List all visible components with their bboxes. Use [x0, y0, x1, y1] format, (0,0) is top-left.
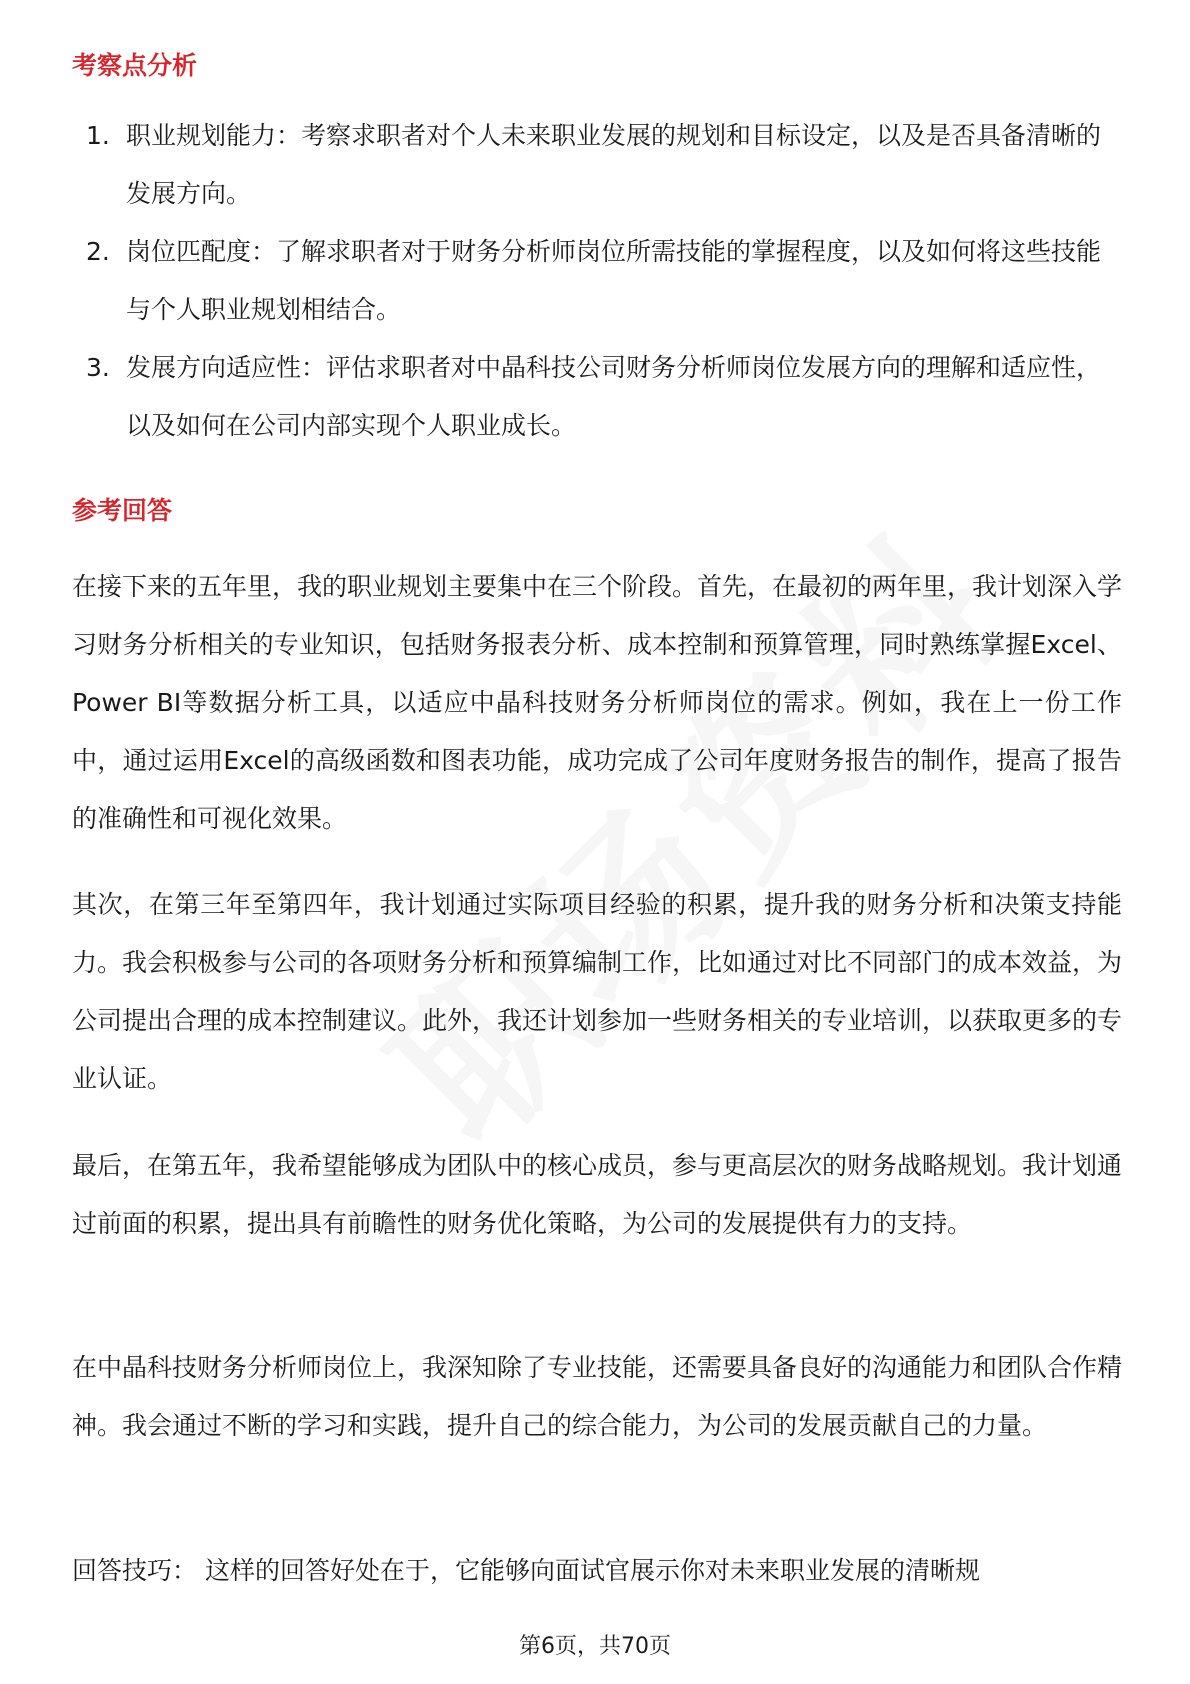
- answer-tips: 回答技巧： 这样的回答好处在于，它能够向面试官展示你对未来职业发展的清晰规: [72, 1556, 980, 1585]
- list-item-number: 1.: [86, 121, 110, 150]
- list-item: [72, 339, 1122, 455]
- answer-paragraph: 其次，在第三年至第四年，我计划通过实际项目经验的积累，提升我的财务分析和决策支持能力。我会积极参与公司的各项财务分析和预算编制工作，比如通过对比不同部门的成本效益，为公司提出合理的成本控制建议。此外，我还计划参加一些财务相关的专业培训，以获取更多的专业认证。: [72, 890, 1123, 1093]
- list-item-text: 岗位匹配度：了解求职者对于财务分析师岗位所需技能的掌握程度，以及如何将这些技能与个人职业规划相结合。: [126, 237, 1102, 324]
- answer-paragraph: 最后，在第五年，我希望能够成为团队中的核心成员，参与更高层次的财务战略规划。我计划通过前面的积累，提出具有前瞻性的财务优化策略，为公司的发展提供有力的支持。: [72, 1151, 1123, 1238]
- list-item-number: 2.: [86, 237, 110, 266]
- list-item: [72, 223, 1122, 339]
- page-number: 第6页，共70页: [519, 1634, 671, 1659]
- analysis-list: [72, 107, 1122, 455]
- section-title-reference: 参考回答: [72, 496, 173, 525]
- answer-paragraph: 在接下来的五年里，我的职业规划主要集中在三个阶段。首先，在最初的两年里，我计划深入学习财务分析相关的专业知识，包括财务报表分析、成本控制和预算管理，同时熟练掌握Excel、Power BI等数据分析工具，以适应中晶科技财务分析师岗位的需求。例如，我在上一份工作中，通过运用Excel的高级函数和图表功能，成功完成了公司年度财务报告的制作，提高了报告的准确性和可视化效果。: [72, 572, 1123, 833]
- list-item-number: 3.: [86, 353, 110, 382]
- section-title-analysis: 考察点分析: [72, 51, 198, 80]
- answer-paragraph: 在中晶科技财务分析师岗位上，我深知除了专业技能，还需要具备良好的沟通能力和团队合作精神。我会通过不断的学习和实践，提升自己的综合能力，为公司的发展贡献自己的力量。: [72, 1353, 1123, 1440]
- list-item-text: 发展方向适应性：评估求职者对中晶科技公司财务分析师岗位发展方向的理解和适应性，以及如何在公司内部实现个人职业成长。: [126, 353, 1102, 440]
- list-item-text: 职业规划能力：考察求职者对个人未来职业发展的规划和目标设定，以及是否具备清晰的发展方向。: [126, 121, 1102, 208]
- list-item: [72, 107, 1122, 223]
